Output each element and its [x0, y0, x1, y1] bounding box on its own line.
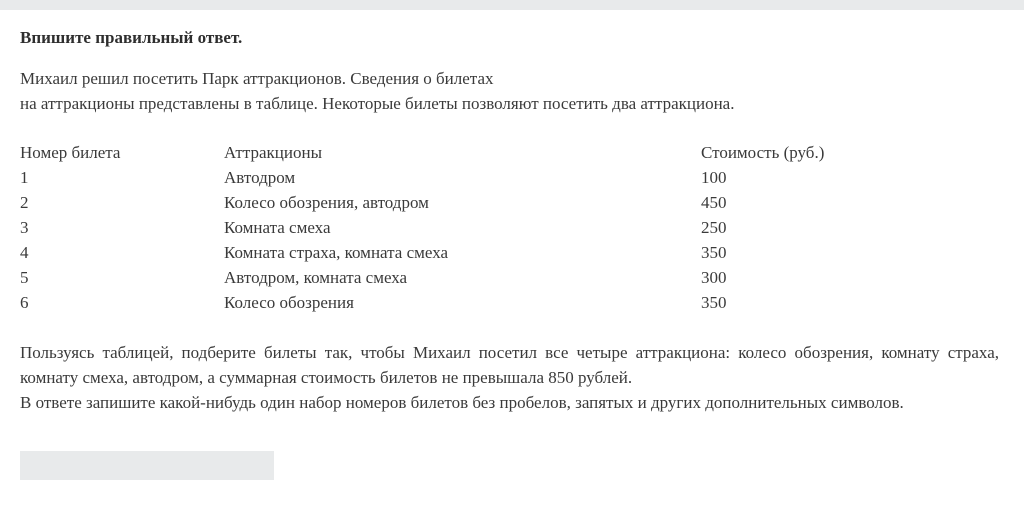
table-row	[20, 265, 851, 290]
table-header-row	[20, 140, 851, 165]
cell-ticket-number: 5	[20, 268, 29, 287]
header-ticket-number: Номер билета	[20, 143, 121, 162]
instruction-heading: Впишите правильный ответ.	[20, 28, 243, 47]
answer-input[interactable]	[20, 451, 274, 480]
intro-line-1: Михаил решил посетить Парк аттракционов. Сведения о билетах	[20, 69, 494, 88]
cell-cost: 250	[701, 218, 727, 237]
cell-cost: 450	[701, 193, 727, 212]
cell-cost: 350	[701, 243, 727, 262]
cell-attractions: Комната страха, комната смеха	[224, 243, 449, 262]
header-attractions: Аттракционы	[224, 143, 323, 162]
table-row	[20, 290, 851, 315]
cell-attractions: Автодром, комната смеха	[224, 268, 408, 287]
task-paragraph-1: Пользуясь таблицей, подберите билеты так, чтобы Михаил посетил все четыре аттракциона: колесо обозрения, комнату страха, комнату смеха, автодром, а суммарная стоимость билетов не превышала 850 рублей.	[20, 343, 999, 387]
task-text	[20, 340, 999, 415]
top-bar	[0, 0, 1024, 10]
cell-attractions: Колесо обозрения, автодром	[224, 193, 429, 212]
task-paragraph-2: В ответе запишите какой-нибудь один набор номеров билетов без пробелов, запятых и других дополнительных символов.	[20, 393, 904, 412]
intro-line-2: на аттракционы представлены в таблице. Некоторые билеты позволяют посетить два аттракциона.	[20, 94, 735, 113]
cell-ticket-number: 6	[20, 293, 29, 312]
cell-cost: 300	[701, 268, 727, 287]
cell-ticket-number: 1	[20, 168, 29, 187]
cell-attractions: Комната смеха	[224, 218, 331, 237]
cell-attractions: Колесо обозрения	[224, 293, 354, 312]
table-row	[20, 240, 851, 265]
intro-text	[20, 66, 1010, 116]
tickets-table	[20, 140, 851, 315]
table-row	[20, 190, 851, 215]
cell-cost: 350	[701, 293, 727, 312]
cell-ticket-number: 3	[20, 218, 29, 237]
cell-cost: 100	[701, 168, 727, 187]
table-row	[20, 215, 851, 240]
table-row	[20, 165, 851, 190]
cell-ticket-number: 2	[20, 193, 29, 212]
cell-attractions: Автодром	[224, 168, 296, 187]
cell-ticket-number: 4	[20, 243, 29, 262]
header-cost: Стоимость (руб.)	[701, 143, 825, 162]
